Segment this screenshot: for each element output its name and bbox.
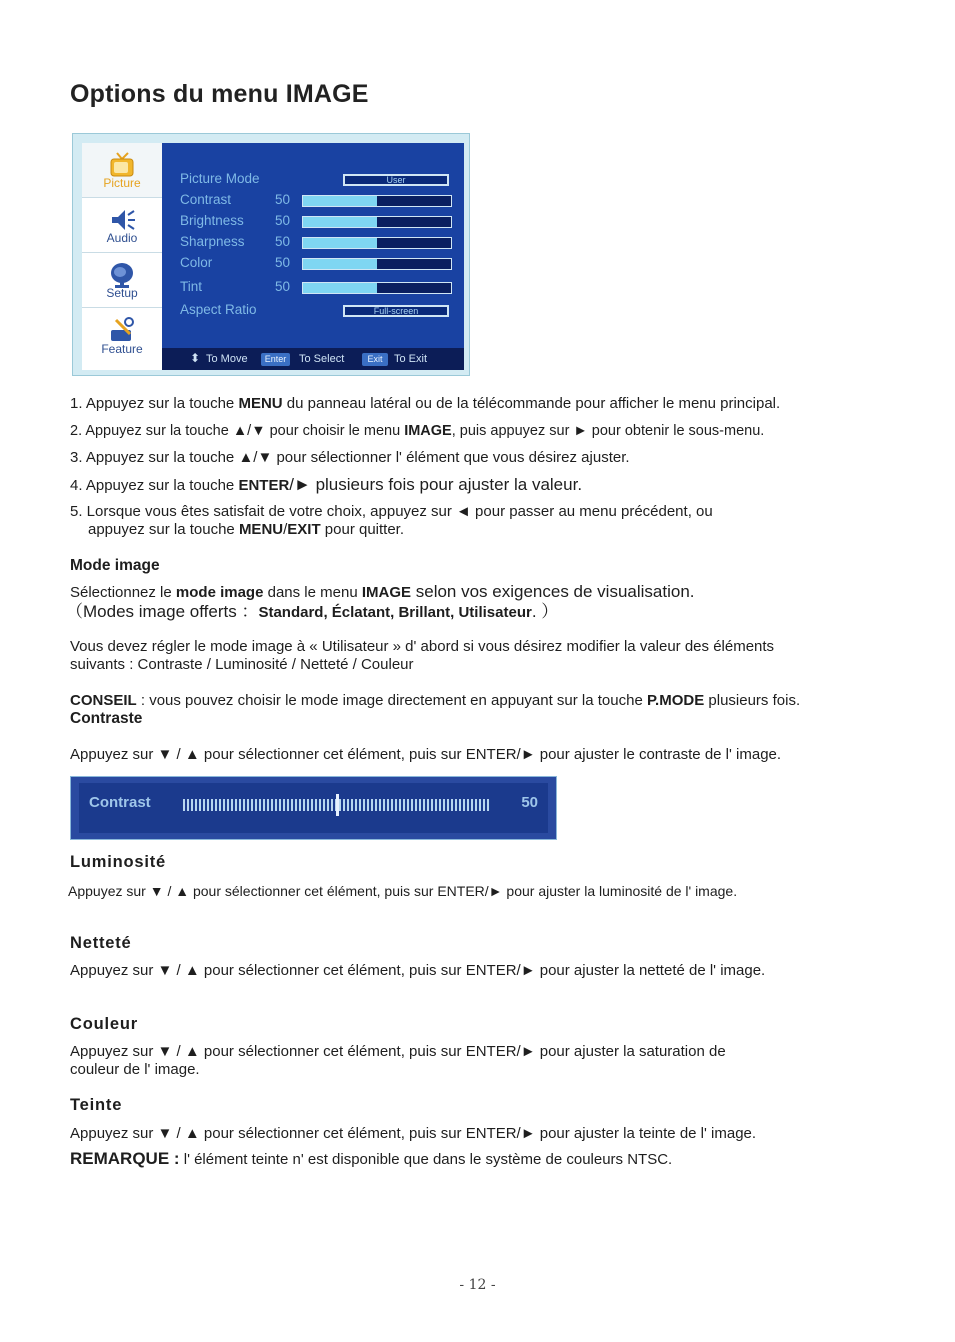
section-heading-mode-image: Mode image [70, 557, 160, 574]
contraste-text: Appuyez sur ▼ / ▲ pour sélectionner cet élément, puis sur ENTER/► pour ajuster le contraste de l' image. [70, 746, 782, 763]
sidebar-item-label: Setup [106, 286, 138, 300]
step-3: 3. Appuyez sur la touche ▲/▼ pour sélectionner l' élément que vous désirez ajuster. [70, 449, 630, 466]
osd-row-label: Contrast [180, 192, 232, 207]
contrast-bar-label: Contrast [89, 794, 151, 811]
osd-row-label: Brightness [180, 213, 244, 228]
remarque-line: REMARQUE : l' élément teinte n' est disponible que dans le système de couleurs NTSC. [70, 1149, 673, 1168]
sidebar-item-label: Audio [106, 231, 138, 245]
slider-fill [303, 238, 377, 248]
exit-key-icon: Exit [362, 353, 388, 366]
footer-move-label: To Move [206, 353, 248, 365]
step-2: 2. Appuyez sur la touche ▲/▼ pour choisir le menu IMAGE, puis appuyez sur ► pour obtenir le sous-menu. [70, 423, 765, 439]
osd-menu-screenshot [72, 133, 470, 376]
sidebar-item-audio[interactable] [82, 198, 162, 253]
sidebar-item-picture[interactable] [82, 143, 162, 198]
slider-fill [303, 259, 377, 269]
sharpness-slider[interactable] [302, 237, 452, 249]
speaker-icon [108, 206, 136, 234]
tip-line: CONSEIL : vous pouvez choisir le mode image directement en appuyant sur la touche P.MODE plusieurs fois. [70, 692, 801, 709]
nettete-text: Appuyez sur ▼ / ▲ pour sélectionner cet élément, puis sur ENTER/► pour ajuster la netteté de l' image. [70, 962, 766, 979]
osd-row-label: Sharpness [180, 234, 245, 249]
section-heading-teinte: Teinte [70, 1096, 123, 1114]
mode-image-line-1: Sélectionnez le mode image dans le menu IMAGE selon vos exigences de visualisation. [70, 582, 695, 601]
step-1: 1. Appuyez sur la touche MENU du panneau latéral ou de la télécommande pour afficher le menu principal. [70, 395, 781, 412]
picture-mode-value: User [343, 174, 449, 186]
sidebar-item-feature[interactable] [82, 308, 162, 363]
sidebar-item-setup[interactable] [82, 253, 162, 308]
contrast-slider[interactable] [302, 195, 452, 207]
tint-slider[interactable] [302, 282, 452, 294]
section-heading-luminosite: Luminosité [70, 853, 167, 871]
section-heading-couleur: Couleur [70, 1015, 138, 1033]
page-number: - 12 - [459, 1277, 496, 1293]
mode-image-line-3: Vous devez régler le mode image à « Utilisateur » d' abord si vous désirez modifier la valeur des éléments [70, 638, 775, 655]
sidebar-item-label: Feature [101, 342, 143, 356]
mode-image-line-2: （Modes image offerts ：Standard, Éclatant, Brillant, Utilisateur. ） [66, 602, 559, 621]
brightness-slider[interactable] [302, 216, 452, 228]
page-title: Options du menu IMAGE [70, 80, 369, 108]
updown-arrows-icon: ⬍ [190, 351, 201, 365]
aspect-ratio-value: Full-screen [343, 305, 449, 317]
contrast-slider-knob[interactable] [336, 794, 339, 816]
osd-row-value: 50 [274, 234, 290, 249]
osd-row-label: Tint [180, 279, 203, 294]
luminosite-text: Appuyez sur ▼ / ▲ pour sélectionner cet élément, puis sur ENTER/► pour ajuster la luminosité de l' image. [68, 883, 738, 899]
couleur-text-2: couleur de l' image. [70, 1061, 200, 1078]
footer-exit-label: To Exit [394, 353, 428, 365]
step-5: 5. Lorsque vous êtes satisfait de votre choix, appuyez sur ◄ pour passer au menu précédent, ou [70, 503, 713, 520]
osd-footer [162, 348, 464, 370]
tools-icon [108, 316, 136, 344]
mode-image-line-4: suivants : Contraste / Luminosité / Netteté / Couleur [70, 656, 414, 673]
osd-row-label: Picture Mode [180, 171, 260, 186]
osd-row-label: Color [180, 255, 213, 270]
tv-icon [108, 151, 136, 179]
enter-key-icon: Enter [261, 353, 290, 366]
slider-fill [303, 196, 377, 206]
osd-picture-panel [162, 143, 464, 348]
osd-row-value: 50 [274, 279, 290, 294]
osd-row-value: 50 [274, 213, 290, 228]
teinte-text: Appuyez sur ▼ / ▲ pour sélectionner cet élément, puis sur ENTER/► pour ajuster la teinte de l' image. [70, 1125, 757, 1142]
satellite-dish-icon [108, 261, 136, 289]
step-4: 4. Appuyez sur la touche ENTER/► plusieurs fois pour ajuster la valeur. [70, 475, 583, 494]
slider-fill [303, 283, 377, 293]
contrast-bar-screenshot [70, 776, 557, 840]
osd-row-value: 50 [274, 255, 290, 270]
osd-row-label: Aspect Ratio [180, 302, 257, 317]
footer-select-label: To Select [299, 353, 345, 365]
slider-fill [303, 217, 377, 227]
section-heading-nettete: Netteté [70, 934, 132, 952]
couleur-text-1: Appuyez sur ▼ / ▲ pour sélectionner cet élément, puis sur ENTER/► pour ajuster la saturation de [70, 1043, 726, 1060]
osd-sidebar [82, 143, 162, 370]
contrast-bar-value: 50 [521, 794, 538, 811]
section-heading-contraste: Contraste [70, 710, 143, 727]
sidebar-item-label: Picture [103, 176, 141, 190]
step-5-cont: appuyez sur la touche MENU/EXIT pour quitter. [88, 521, 405, 538]
osd-row-value: 50 [274, 192, 290, 207]
color-slider[interactable] [302, 258, 452, 270]
